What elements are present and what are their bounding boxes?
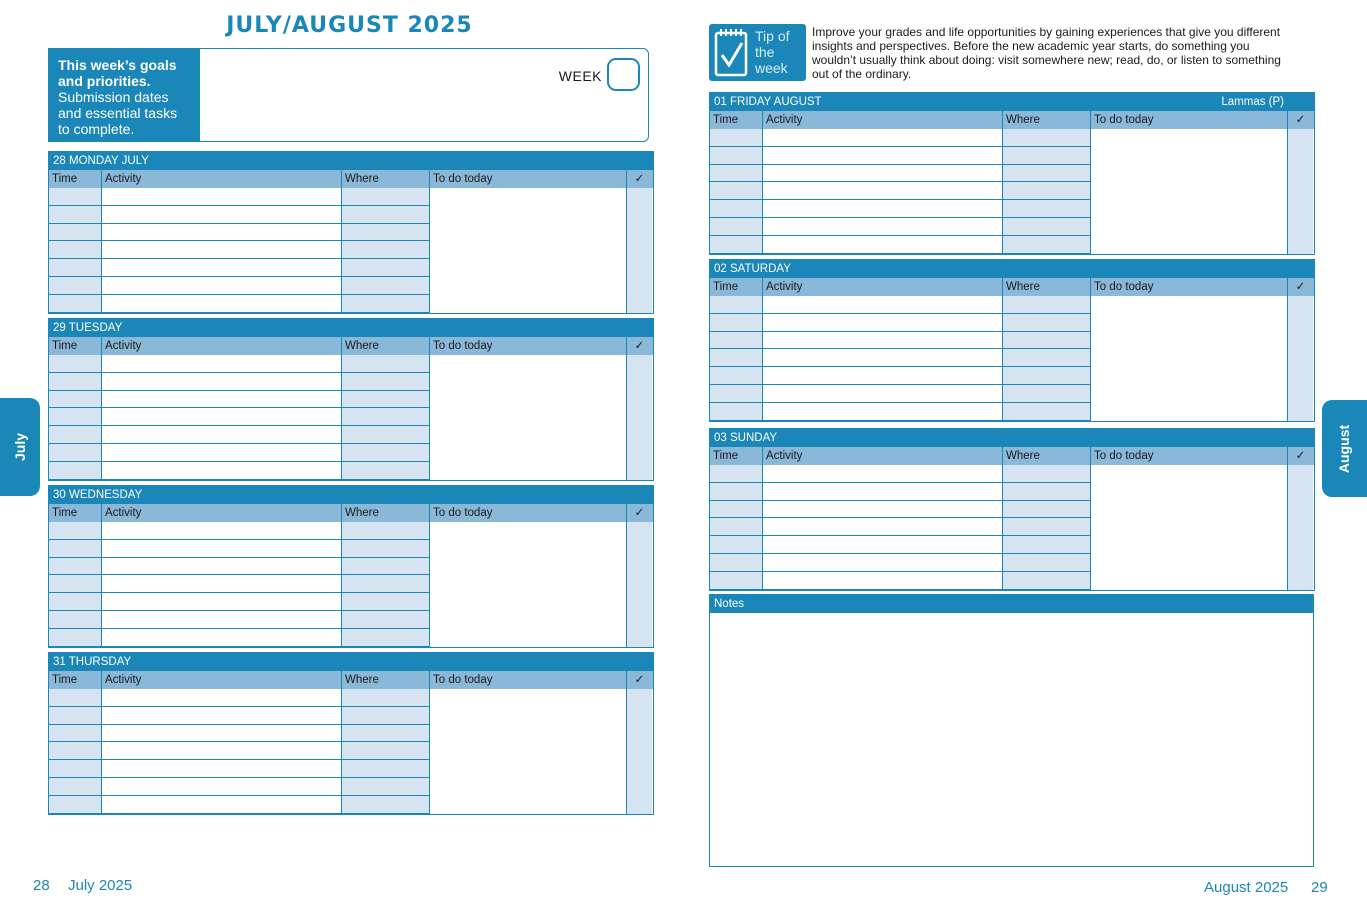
column-header-todo: To do today xyxy=(430,337,627,355)
where-cell[interactable] xyxy=(1003,349,1091,367)
activity-cell[interactable] xyxy=(102,558,342,576)
time-cell[interactable] xyxy=(710,182,763,200)
column-header-check: ✓ xyxy=(634,173,645,185)
checkbox-column[interactable] xyxy=(627,522,652,647)
column-header-time: Time xyxy=(710,111,763,129)
day-label: 02 SATURDAY xyxy=(714,263,791,275)
todo-area[interactable] xyxy=(1091,296,1288,421)
where-cell[interactable] xyxy=(1003,200,1091,218)
time-cell[interactable] xyxy=(49,611,102,629)
where-cell[interactable] xyxy=(342,295,430,313)
where-cell[interactable] xyxy=(342,224,430,242)
goals-label xyxy=(49,49,200,141)
column-header-where: Where xyxy=(342,504,430,522)
column-header-time: Time xyxy=(49,671,102,689)
column-headers xyxy=(49,170,653,188)
column-header-time: Time xyxy=(49,504,102,522)
time-cell[interactable] xyxy=(710,296,763,314)
column-header-todo: To do today xyxy=(1091,111,1288,129)
day-block xyxy=(48,151,654,314)
column-headers xyxy=(49,504,653,522)
column-headers xyxy=(49,337,653,355)
entry-grid xyxy=(49,355,653,480)
column-header-activity: Activity xyxy=(763,111,1003,129)
column-header-todo: To do today xyxy=(430,170,627,188)
time-cell[interactable] xyxy=(710,554,763,572)
column-header-todo: To do today xyxy=(1091,447,1288,465)
time-cell[interactable] xyxy=(49,575,102,593)
where-cell[interactable] xyxy=(342,206,430,224)
activity-cell[interactable] xyxy=(102,408,342,426)
time-cell[interactable] xyxy=(49,224,102,242)
day-block xyxy=(48,318,654,481)
todo-area[interactable] xyxy=(430,188,627,313)
todo-area[interactable] xyxy=(430,689,627,814)
where-cell[interactable] xyxy=(342,611,430,629)
activity-cell[interactable] xyxy=(763,332,1003,350)
checkbox-column[interactable] xyxy=(1288,129,1313,254)
where-cell[interactable] xyxy=(1003,385,1091,403)
activity-cell[interactable] xyxy=(102,778,342,796)
time-cell[interactable] xyxy=(710,332,763,350)
column-header-activity: Activity xyxy=(763,447,1003,465)
goals-heading: This week’s goals and priorities. xyxy=(58,57,177,89)
column-header-check: ✓ xyxy=(634,507,645,519)
time-cell[interactable] xyxy=(710,147,763,165)
activity-cell[interactable] xyxy=(102,742,342,760)
checkbox-column[interactable] xyxy=(627,689,652,814)
activity-cell[interactable] xyxy=(763,200,1003,218)
day-label: 28 MONDAY JULY xyxy=(53,155,149,167)
time-cell[interactable] xyxy=(49,462,102,480)
activity-cell[interactable] xyxy=(102,575,342,593)
activity-cell[interactable] xyxy=(102,224,342,242)
where-cell[interactable] xyxy=(342,540,430,558)
time-cell[interactable] xyxy=(49,444,102,462)
column-headers xyxy=(49,671,653,689)
column-header-check: ✓ xyxy=(634,674,645,686)
where-cell[interactable] xyxy=(1003,296,1091,314)
column-header-activity: Activity xyxy=(102,170,342,188)
where-cell[interactable] xyxy=(1003,332,1091,350)
activity-cell[interactable] xyxy=(763,218,1003,236)
notes-label: Notes xyxy=(710,595,1313,613)
time-cell[interactable] xyxy=(49,206,102,224)
where-cell[interactable] xyxy=(342,778,430,796)
where-cell[interactable] xyxy=(342,426,430,444)
day-block xyxy=(709,92,1315,255)
where-cell[interactable] xyxy=(1003,501,1091,519)
where-cell[interactable] xyxy=(1003,403,1091,421)
day-label: 01 FRIDAY AUGUST xyxy=(714,96,822,108)
day-header xyxy=(710,429,1314,447)
activity-cell[interactable] xyxy=(102,444,342,462)
time-cell[interactable] xyxy=(710,501,763,519)
where-cell[interactable] xyxy=(342,629,430,647)
column-header-time: Time xyxy=(49,337,102,355)
where-cell[interactable] xyxy=(342,725,430,743)
activity-cell[interactable] xyxy=(102,540,342,558)
time-cell[interactable] xyxy=(49,778,102,796)
time-cell[interactable] xyxy=(710,518,763,536)
time-cell[interactable] xyxy=(49,426,102,444)
month-tab-august[interactable] xyxy=(1322,400,1367,497)
column-header-todo: To do today xyxy=(430,504,627,522)
activity-cell[interactable] xyxy=(102,391,342,409)
activity-cell[interactable] xyxy=(763,147,1003,165)
column-header-where: Where xyxy=(1003,447,1091,465)
day-label: 29 TUESDAY xyxy=(53,322,123,334)
activity-cell[interactable] xyxy=(763,465,1003,483)
activity-cell[interactable] xyxy=(763,296,1003,314)
activity-cell[interactable] xyxy=(763,572,1003,590)
time-cell[interactable] xyxy=(49,355,102,373)
activity-cell[interactable] xyxy=(102,426,342,444)
checkbox-column[interactable] xyxy=(627,355,652,480)
time-cell[interactable] xyxy=(49,188,102,206)
day-label: 30 WEDNESDAY xyxy=(53,489,143,501)
where-cell[interactable] xyxy=(342,760,430,778)
activity-cell[interactable] xyxy=(763,483,1003,501)
week-label: WEEK xyxy=(558,68,602,84)
where-cell[interactable] xyxy=(1003,218,1091,236)
activity-cell[interactable] xyxy=(102,206,342,224)
column-header-check: ✓ xyxy=(1295,114,1306,126)
activity-cell[interactable] xyxy=(763,536,1003,554)
time-cell[interactable] xyxy=(49,760,102,778)
day-header xyxy=(710,93,1314,111)
activity-cell[interactable] xyxy=(763,403,1003,421)
column-header-activity: Activity xyxy=(102,671,342,689)
tip-label: Tip of the week xyxy=(755,28,790,76)
column-header-where: Where xyxy=(342,671,430,689)
where-cell[interactable] xyxy=(342,391,430,409)
tip-body-text: Improve your grades and life opportunities by gaining experiences that give you different insights and perspectives. Before the new academic year starts, do something you wouldn’t usually think about doing: visit somewhere new; read, do, or listen to something out of the ordinary. xyxy=(812,25,1281,81)
day-label: 03 SUNDAY xyxy=(714,432,778,444)
entry-grid xyxy=(710,129,1314,254)
where-cell[interactable] xyxy=(1003,465,1091,483)
activity-cell[interactable] xyxy=(763,501,1003,519)
column-header-check: ✓ xyxy=(1295,450,1306,462)
activity-cell[interactable] xyxy=(763,349,1003,367)
time-cell[interactable] xyxy=(710,236,763,254)
where-cell[interactable] xyxy=(342,277,430,295)
where-cell[interactable] xyxy=(342,373,430,391)
weekly-goals-box[interactable] xyxy=(48,48,649,142)
time-cell[interactable] xyxy=(49,241,102,259)
where-cell[interactable] xyxy=(342,241,430,259)
time-cell[interactable] xyxy=(49,707,102,725)
todo-area[interactable] xyxy=(1091,465,1288,590)
column-header-where: Where xyxy=(342,170,430,188)
entry-grid xyxy=(49,522,653,647)
day-header xyxy=(49,319,653,337)
time-cell[interactable] xyxy=(49,689,102,707)
activity-cell[interactable] xyxy=(102,277,342,295)
activity-cell[interactable] xyxy=(102,295,342,313)
column-header-where: Where xyxy=(1003,111,1091,129)
column-header-time: Time xyxy=(49,170,102,188)
activity-cell[interactable] xyxy=(763,385,1003,403)
activity-cell[interactable] xyxy=(102,373,342,391)
time-cell[interactable] xyxy=(49,391,102,409)
time-cell[interactable] xyxy=(49,540,102,558)
activity-cell[interactable] xyxy=(763,182,1003,200)
day-block xyxy=(48,652,654,815)
where-cell[interactable] xyxy=(342,575,430,593)
activity-cell[interactable] xyxy=(763,518,1003,536)
where-cell[interactable] xyxy=(1003,572,1091,590)
time-cell[interactable] xyxy=(49,522,102,540)
time-cell[interactable] xyxy=(49,277,102,295)
where-cell[interactable] xyxy=(1003,165,1091,183)
column-headers xyxy=(710,278,1314,296)
activity-cell[interactable] xyxy=(102,707,342,725)
right-page-number: 29 xyxy=(1311,879,1328,896)
day-block xyxy=(709,428,1315,591)
time-cell[interactable] xyxy=(49,629,102,647)
time-cell[interactable] xyxy=(710,165,763,183)
time-cell[interactable] xyxy=(49,742,102,760)
time-cell[interactable] xyxy=(710,403,763,421)
day-header xyxy=(49,653,653,671)
entry-grid xyxy=(710,465,1314,590)
activity-cell[interactable] xyxy=(102,355,342,373)
day-block xyxy=(48,485,654,648)
time-cell[interactable] xyxy=(710,218,763,236)
entry-grid xyxy=(710,296,1314,421)
where-cell[interactable] xyxy=(342,259,430,277)
day-header xyxy=(710,260,1314,278)
activity-cell[interactable] xyxy=(102,188,342,206)
time-cell[interactable] xyxy=(49,796,102,814)
where-cell[interactable] xyxy=(1003,182,1091,200)
time-cell[interactable] xyxy=(710,385,763,403)
checkbox-column[interactable] xyxy=(1288,465,1313,590)
where-cell[interactable] xyxy=(342,522,430,540)
activity-cell[interactable] xyxy=(102,462,342,480)
time-cell[interactable] xyxy=(49,373,102,391)
activity-cell[interactable] xyxy=(763,554,1003,572)
activity-cell[interactable] xyxy=(763,367,1003,385)
activity-cell[interactable] xyxy=(102,593,342,611)
activity-cell[interactable] xyxy=(102,629,342,647)
activity-cell[interactable] xyxy=(763,314,1003,332)
month-tab-label: August xyxy=(1336,424,1353,473)
tip-of-the-week-badge xyxy=(709,24,806,81)
where-cell[interactable] xyxy=(342,707,430,725)
where-cell[interactable] xyxy=(342,188,430,206)
column-header-time: Time xyxy=(710,278,763,296)
column-header-todo: To do today xyxy=(1091,278,1288,296)
where-cell[interactable] xyxy=(1003,518,1091,536)
time-cell[interactable] xyxy=(710,536,763,554)
where-cell[interactable] xyxy=(342,742,430,760)
checkbox-column[interactable] xyxy=(1288,296,1313,421)
time-cell[interactable] xyxy=(710,572,763,590)
activity-cell[interactable] xyxy=(763,236,1003,254)
activity-cell[interactable] xyxy=(102,522,342,540)
time-cell[interactable] xyxy=(710,200,763,218)
where-cell[interactable] xyxy=(1003,314,1091,332)
column-header-time: Time xyxy=(710,447,763,465)
column-header-todo: To do today xyxy=(430,671,627,689)
where-cell[interactable] xyxy=(342,558,430,576)
column-header-activity: Activity xyxy=(763,278,1003,296)
activity-cell[interactable] xyxy=(102,259,342,277)
time-cell[interactable] xyxy=(710,465,763,483)
activity-cell[interactable] xyxy=(102,760,342,778)
left-page-number: 28 xyxy=(33,877,50,894)
time-cell[interactable] xyxy=(710,349,763,367)
activity-cell[interactable] xyxy=(102,725,342,743)
where-cell[interactable] xyxy=(342,462,430,480)
page-title: JULY/AUGUST 2025 xyxy=(226,13,473,38)
where-cell[interactable] xyxy=(1003,236,1091,254)
time-cell[interactable] xyxy=(49,259,102,277)
where-cell[interactable] xyxy=(1003,147,1091,165)
where-cell[interactable] xyxy=(1003,483,1091,501)
activity-cell[interactable] xyxy=(763,129,1003,147)
day-header xyxy=(49,486,653,504)
where-cell[interactable] xyxy=(342,593,430,611)
day-block xyxy=(709,259,1315,422)
notepad-check-icon xyxy=(712,27,752,79)
time-cell[interactable] xyxy=(49,295,102,313)
month-tab-label: July xyxy=(11,432,28,462)
day-label: 31 THURSDAY xyxy=(53,656,132,668)
week-number-box[interactable] xyxy=(607,58,640,91)
column-header-activity: Activity xyxy=(102,337,342,355)
where-cell[interactable] xyxy=(342,796,430,814)
activity-cell[interactable] xyxy=(102,611,342,629)
time-cell[interactable] xyxy=(710,367,763,385)
activity-cell[interactable] xyxy=(102,796,342,814)
time-cell[interactable] xyxy=(49,593,102,611)
column-headers xyxy=(710,111,1314,129)
activity-cell[interactable] xyxy=(102,241,342,259)
day-header xyxy=(49,152,653,170)
time-cell[interactable] xyxy=(49,558,102,576)
column-header-where: Where xyxy=(342,337,430,355)
time-cell[interactable] xyxy=(710,129,763,147)
column-header-activity: Activity xyxy=(102,504,342,522)
right-footer-month: August 2025 xyxy=(1204,879,1289,896)
column-header-where: Where xyxy=(1003,278,1091,296)
notes-box[interactable] xyxy=(709,594,1314,867)
where-cell[interactable] xyxy=(1003,536,1091,554)
todo-area[interactable] xyxy=(430,522,627,647)
checkbox-column[interactable] xyxy=(627,188,652,313)
todo-area[interactable] xyxy=(430,355,627,480)
time-cell[interactable] xyxy=(49,725,102,743)
time-cell[interactable] xyxy=(49,408,102,426)
column-header-check: ✓ xyxy=(634,340,645,352)
where-cell[interactable] xyxy=(342,444,430,462)
time-cell[interactable] xyxy=(710,483,763,501)
time-cell[interactable] xyxy=(710,314,763,332)
entry-grid xyxy=(49,188,653,313)
column-header-check: ✓ xyxy=(1295,281,1306,293)
where-cell[interactable] xyxy=(342,689,430,707)
day-note: Lammas (P) xyxy=(1221,96,1284,108)
todo-area[interactable] xyxy=(1091,129,1288,254)
entry-grid xyxy=(49,689,653,814)
where-cell[interactable] xyxy=(1003,554,1091,572)
where-cell[interactable] xyxy=(342,408,430,426)
where-cell[interactable] xyxy=(1003,367,1091,385)
where-cell[interactable] xyxy=(342,355,430,373)
left-footer-month: July 2025 xyxy=(68,877,133,894)
month-tab-july[interactable] xyxy=(0,398,40,496)
column-headers xyxy=(710,447,1314,465)
where-cell[interactable] xyxy=(1003,129,1091,147)
activity-cell[interactable] xyxy=(102,689,342,707)
activity-cell[interactable] xyxy=(763,165,1003,183)
goals-subtext: Submission dates and essential tasks to complete. xyxy=(58,89,178,137)
